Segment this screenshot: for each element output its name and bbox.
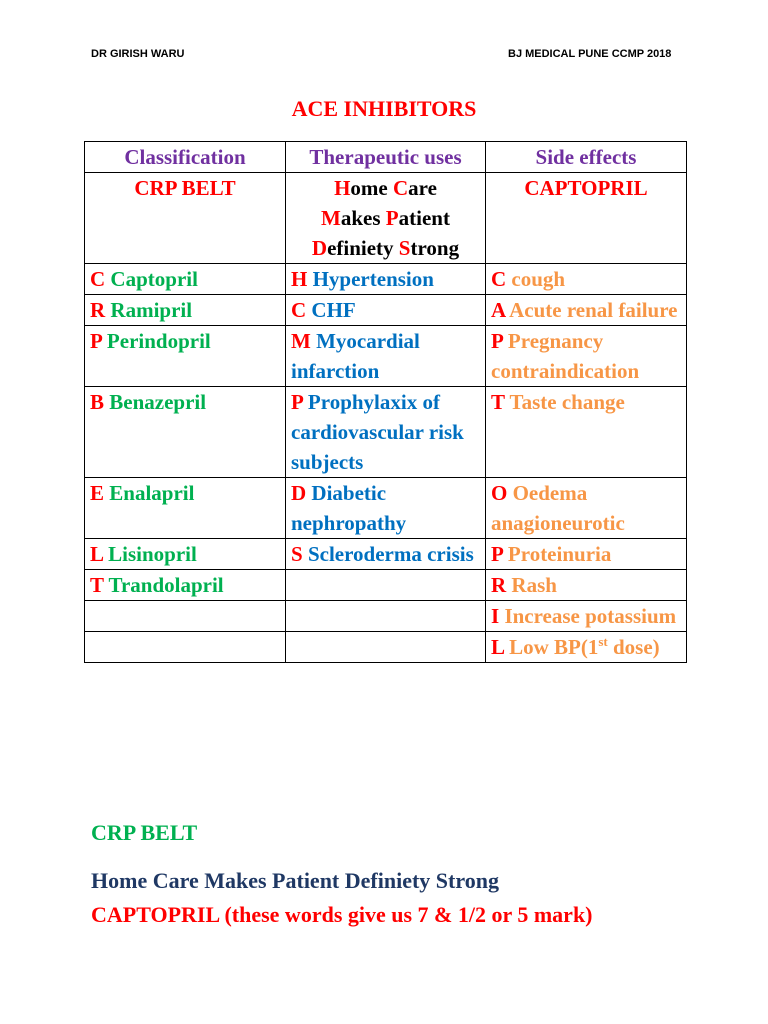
classification-text: Perindopril [101,329,211,353]
therapeutic-use-cell [286,326,486,387]
mnemonic-letter: S [398,236,411,260]
mnemonic-classification: CRP BELT [85,173,286,264]
side-effect-letter: T [491,390,505,414]
table-row [85,387,687,478]
side-effect-letter: P [491,329,503,353]
table-row [85,601,687,632]
side-effect-cell [486,601,687,632]
side-effect-cell [486,295,687,326]
therapeutic-use-letter: D [291,481,307,505]
classification-cell [85,387,286,478]
table-row [85,326,687,387]
side-effect-cell [486,478,687,539]
footer-mnemonic-side-effects: CAPTOPRIL (these words give us 7 & 1/2 or 5 mark) [91,902,593,927]
therapeutic-use-cell [286,601,486,632]
side-effect-letter: R [491,573,507,597]
side-effect-text: Proteinuria [502,542,612,566]
table-row [85,295,687,326]
side-effect-cell [486,570,687,601]
footer-mnemonic-uses: Home Care Makes Patient Definiety Strong [91,868,499,893]
header-classification: Classification [85,142,286,173]
therapeutic-use-text: Hypertension [307,267,434,291]
therapeutic-use-cell [286,478,486,539]
classification-letter: E [90,481,105,505]
therapeutic-use-letter: S [291,542,303,566]
mnemonic-letter: P [385,206,399,230]
table-row [85,264,687,295]
table-row [85,478,687,539]
header-author: DR GIRISH WARU [91,48,185,60]
side-effect-cell [486,387,687,478]
mnemonic-text: are [408,176,437,200]
side-effect-text: Taste change [504,390,625,414]
therapeutic-use-text: CHF [306,298,356,322]
mnemonic-text: efiniety [327,236,399,260]
footer-mnemonic-classification: CRP BELT [91,820,198,845]
therapeutic-use-cell [286,295,486,326]
therapeutic-use-text: Myocardial infarction [291,329,420,383]
mnemonic-letter: M [321,206,341,230]
classification-letter: P [90,329,102,353]
classification-text: Enalapril [104,481,195,505]
mnemonic-text: akes [340,206,386,230]
therapeutic-use-letter: H [291,267,308,291]
therapeutic-use-letter: M [291,329,311,353]
side-effect-text: Low BP(1st dose) [503,634,660,659]
side-effect-text: Oedema anagioneurotic [491,481,625,535]
side-effect-text: Acute renal failure [505,298,678,322]
classification-letter: L [90,542,103,566]
mnemonic-letter: D [311,236,328,260]
mnemonic-line [291,233,480,263]
side-effect-letter: C [491,267,507,291]
classification-cell [85,326,286,387]
classification-cell [85,632,286,663]
therapeutic-use-cell [286,539,486,570]
table-row [85,570,687,601]
classification-letter: B [90,390,105,414]
side-effect-cell [486,539,687,570]
therapeutic-use-cell [286,570,486,601]
mnemonic-letter: C [392,176,409,200]
classification-text: Benazepril [104,390,207,414]
ace-inhibitors-table [84,141,687,663]
therapeutic-use-cell [286,387,486,478]
table-header-row [85,142,687,173]
side-effect-text: Increase potassium [499,604,677,628]
classification-cell [85,539,286,570]
side-effect-cell [486,632,687,663]
therapeutic-use-text: Scleroderma crisis [302,542,474,566]
classification-text: Lisinopril [102,542,197,566]
therapeutic-use-letter: C [291,298,307,322]
therapeutic-use-cell [286,632,486,663]
table-row [85,539,687,570]
table-row [85,632,687,663]
table-body [85,264,687,632]
therapeutic-use-cell [286,264,486,295]
mnemonic-text: atient [398,206,450,230]
classification-cell [85,601,286,632]
mnemonic-text: trong [410,236,460,260]
classification-letter: C [90,267,106,291]
side-effect-letter: O [491,481,508,505]
side-effect-cell [486,326,687,387]
mnemonic-line [291,203,480,233]
header-side-effects: Side effects [486,142,687,173]
side-effect-letter: P [491,542,503,566]
therapeutic-use-text: Diabetic nephropathy [291,481,407,535]
mnemonic-side-effects: CAPTOPRIL [486,173,687,264]
side-effect-letter: I [491,604,500,628]
classification-cell [85,478,286,539]
mnemonic-letter: H [334,176,351,200]
classification-text: Trandolapril [103,573,224,597]
page-title: ACE INHIBITORS [291,96,477,121]
side-effect-cell [486,264,687,295]
classification-cell [85,570,286,601]
side-effect-letter: A [491,298,506,322]
header-institution: BJ MEDICAL PUNE CCMP 2018 [508,48,672,60]
mnemonic-line [291,173,480,203]
mnemonic-row [85,173,687,264]
mnemonic-text: ome [350,176,393,200]
classification-text: Captopril [105,267,198,291]
side-effect-text: cough [506,267,566,291]
classification-letter: R [90,298,106,322]
therapeutic-use-letter: P [291,390,303,414]
classification-text: Ramipril [105,298,193,322]
mnemonic-therapeutic-uses [286,173,486,264]
side-effect-text: Rash [506,573,557,597]
header-therapeutic-uses: Therapeutic uses [286,142,486,173]
side-effect-letter: L [491,635,504,659]
therapeutic-use-text: Prophylaxix of cardiovascular risk subjects [291,390,464,474]
classification-letter: T [90,573,104,597]
classification-cell [85,264,286,295]
side-effect-text: Pregnancy contraindication [491,329,640,383]
classification-cell [85,295,286,326]
